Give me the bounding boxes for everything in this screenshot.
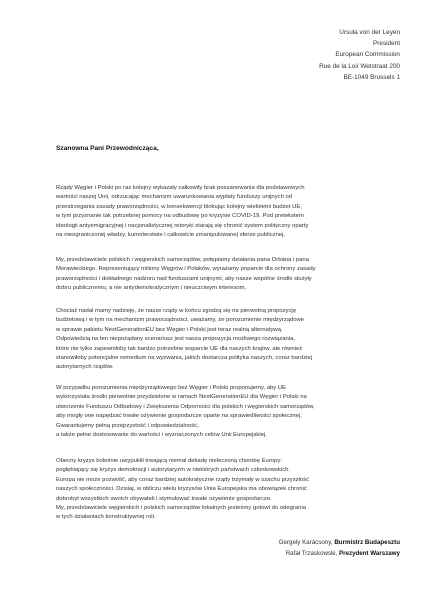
paragraph-line: naszych społeczności. Dzisiaj, w obliczu wielu kryzysów Unia Europejska ma obowiązek chronić [56,486,307,493]
paragraph-line: w sprawie pakietu NextGenerationEU bez Węgier i Polski jest teraz realną alternatywą. [56,326,283,333]
recipient-address [319,27,400,83]
paragraph-line: Odpowiedzią na ten niepożądany scenariusz jest nasza propozycja możliwego rozwiązania, [56,336,296,343]
signatory-role: Prezydent Warszawy [339,550,400,557]
paragraph-line: W przypadku porozumienia międzyrządowego bez Węgier i Polski proponujemy, aby UE [56,385,287,391]
paragraph-line: a także pełne dostosowanie do wartości i wyznaczonych celów Unii Europejskiej. [56,432,267,439]
signatory-name: Gergely Karácsony, [278,539,333,546]
paragraph-line: dobru publicznemu, a nie antydemokratycznym i nieuczciwym interesom. [56,285,247,292]
paragraph-line: Chociaż nadal mamy nadzieję, że nasze rządy w końcu zgodzą się na pierwotną propozycję [56,308,297,314]
recipient-name: Ursula von der Leyen [339,29,400,36]
paragraph-line: Gwarantujemy pełną przejrzystość i odpowiedzialność, [56,422,199,429]
paragraph-line: Obecny kryzys boleśnie uwypuklił trwającą niemal dekadę nieleczoną chorobę Europy: [56,458,282,464]
paragraph-line: które nie tylko zapewniłoby tak bardzo potrzebne wsparcie UE dla naszych krajów, ale również [56,345,303,352]
paragraph-line: Morawieckiego. Reprezentujący miliony Węgrów i Polaków, wyrażamy poparcie dla ochrony zasady [56,266,316,273]
paragraph-3 [56,307,376,373]
paragraph-line: Europa nie może pozwolić, aby coraz bardziej autokratyczne rządy trzymały w szachu przyszłość [56,476,310,483]
salutation: Szanowna Pani Przewodnicząca, [56,145,159,152]
paragraph-5 [56,457,376,523]
recipient-organization: European Commission [335,51,400,59]
paragraph-line: My, przedstawiciele polskich i węgierskich samorządów, potępiamy działania pana Orbána i pana [56,257,309,263]
paragraph-2 [56,256,376,294]
paragraph-line: Rządy Węgier i Polski po raz kolejny wykazały całkowity brak poszanowania dla podstawowych [56,185,305,191]
paragraph-line: aby mogły one napędzać trwałe ożywienie gospodarcze oparte na sprawiedliwości społecznej. [56,413,302,420]
paragraph-line: utworzenie Funduszu Odbudowy i Zwiększenia Odporności dla polskich i węgierskich samorządów, [56,403,315,410]
paragraph-1 [56,184,376,240]
paragraph-line: w tych działaniach konstruktywnej roli. [56,514,156,521]
paragraph-line: wykorzystała środki pierwotnie przydzielone w ramach NextGenerationEU dla Węgier i Polski na [56,394,307,401]
paragraph-line: wartości naszej Unii, odrzucając mechanizm uwarunkowania wypłaty funduszy unijnych od [56,194,293,201]
paragraph-line: na nieograniczonej władzy, kumoterstwie i całkowicie zmanipulowanej sferze publicznej. [56,232,286,239]
paragraph-line: w tym przyznanie tak potrzebnej pomocy na odbudowę po kryzysie COVID-19. Pod pretekstem [56,213,304,220]
paragraph-line: My, przedstawiciele węgierskich i polskich samorządów lokalnych jesteśmy gotowi do odegrania [56,505,307,512]
signatory-name: Rafał Trzaskowski, [285,550,338,557]
paragraph-line: pogłębiający się kryzys demokracji i autorytaryzm w niektórych państwach członkowskich. [56,467,291,474]
recipient-city: BE-1049 Brussels 1 [343,73,400,81]
paragraph-line: dobrobyt wszystkich swoich obywateli i stymulować trwałe ożywienie gospodarcze. [56,495,272,502]
paragraph-line: stanowiłoby potencjalne remedium na wyzwania, jakich dostarcza polityka naszych, coraz bardziej [56,355,313,362]
paragraph-line: przestrzegania zasady praworządności, w konsekwencji blokując kolejny wieloletni budżet UE, [56,203,302,210]
signature-1 [279,537,400,548]
paragraph-line: autorytarnych rządów. [56,364,114,371]
paragraph-line: budżetową i w tym na mechanizm praworządności, uważamy, że porozumienie międzyrządowe [56,317,305,324]
paragraph-4 [56,384,376,440]
recipient-street: Rue de la Loi/ Wetstraat 200 [319,62,400,70]
signature-block [279,537,400,559]
recipient-title: President [373,40,400,48]
paragraph-line: ideologii antyemigracyjnej i nacjonalistycznej retoryki starają się chronić system polityczny oparty [56,222,309,229]
signature-2 [279,548,400,559]
signatory-role: Burmistrz Budapesztu [334,539,400,546]
paragraph-line: praworządności i dokładnego nadzoru nad funduszami unijnymi, aby nasze wspólne środki służyły [56,275,312,282]
